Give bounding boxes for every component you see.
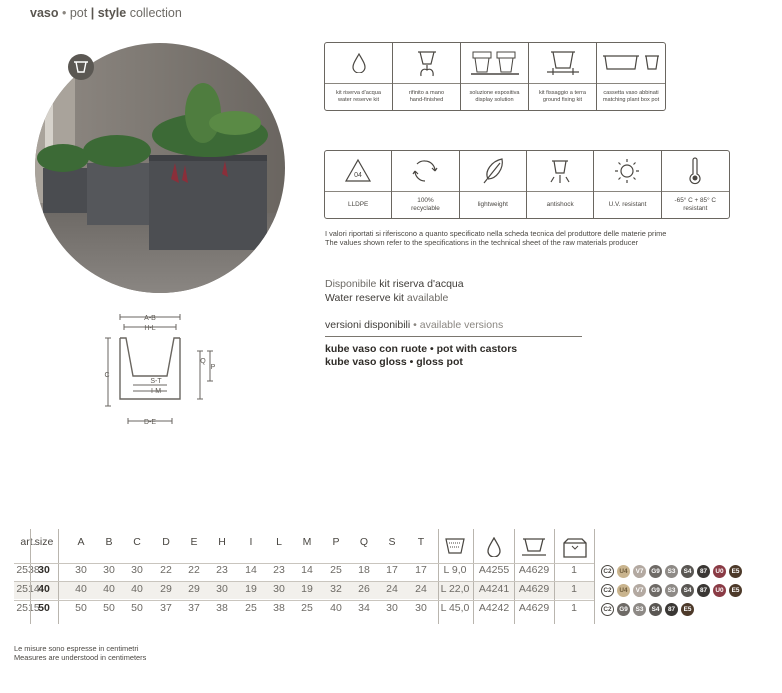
table-cell-art: 2514 — [16, 583, 40, 595]
table-cell-fixing: A4629 — [518, 564, 550, 576]
feature-antishock: antishock — [527, 151, 594, 218]
row-divider — [14, 563, 594, 564]
dim-label-p: P — [210, 364, 216, 371]
table-header-H: H — [218, 536, 226, 548]
color-swatch-C2: C2 — [601, 584, 614, 597]
column-divider — [58, 529, 59, 624]
color-swatch-E5: E5 — [681, 603, 694, 616]
table-cell-dim: 50 — [131, 602, 143, 614]
recycle-arrows-icon — [411, 157, 439, 185]
table-header-C: C — [133, 536, 141, 548]
color-swatch-C2: C2 — [601, 603, 614, 616]
dim-label-q: Q — [200, 358, 206, 365]
ground-fixing-icon — [520, 537, 548, 557]
table-cell-dim: 14 — [301, 564, 313, 576]
plant-box-icon — [601, 51, 661, 75]
table-cell-size: 40 — [38, 583, 50, 595]
feature-plant-box: cassetta vaso abbinati matching plant box pot — [597, 43, 665, 110]
color-swatch-G9: G9 — [649, 584, 662, 597]
table-cell-dim: 30 — [386, 602, 398, 614]
product-photo — [35, 43, 285, 293]
color-swatch-S4: S4 — [681, 584, 694, 597]
feature-uv: U.V. resistant — [594, 151, 661, 218]
color-swatch-E5: E5 — [729, 565, 742, 578]
footer-en: Measures are understood in centimeters — [14, 653, 147, 662]
table-cell-dim: 14 — [245, 564, 257, 576]
table-cell-dim: 40 — [131, 583, 143, 595]
table-cell-dim: 38 — [273, 602, 285, 614]
table-cell-dim: 40 — [75, 583, 87, 595]
color-swatch-C2: C2 — [601, 565, 614, 578]
feature-recyclable: 100% recyclable — [392, 151, 459, 218]
footer-it: Le misure sono espresse in centimetri — [14, 644, 139, 653]
availability-en: Water reserve kit available — [325, 292, 449, 304]
table-header-M: M — [302, 536, 312, 548]
color-swatch-87: 87 — [697, 584, 710, 597]
table-cell-dim: 37 — [160, 602, 172, 614]
table-cell-volume: L 9,0 — [443, 564, 467, 576]
table-header-S: S — [388, 536, 396, 548]
color-swatch-G9: G9 — [617, 603, 630, 616]
table-cell-dim: 32 — [330, 583, 342, 595]
table-cell-dim: 24 — [386, 583, 398, 595]
feature-ground-fixing: kit fissaggio a terra ground fixing kit — [529, 43, 597, 110]
recycle-ldpe-icon — [343, 157, 373, 185]
color-swatch-S3: S3 — [665, 584, 678, 597]
column-divider — [438, 529, 439, 624]
column-divider — [473, 529, 474, 624]
pot-badge-icon — [68, 54, 94, 80]
color-swatch-U0: U0 — [713, 565, 726, 578]
table-cell-dim: 26 — [358, 583, 370, 595]
table-cell-qty: 1 — [571, 564, 577, 576]
versions-title: versioni disponibili • available versions — [325, 319, 504, 331]
color-swatch-87: 87 — [697, 565, 710, 578]
feather-icon — [480, 157, 506, 185]
row-divider — [14, 600, 594, 601]
table-cell-dim: 30 — [273, 583, 285, 595]
table-header-size: size — [34, 536, 54, 548]
package-icon — [561, 537, 589, 559]
color-swatch-U4: U4 — [617, 584, 630, 597]
table-header-B: B — [105, 536, 113, 548]
sun-icon — [613, 157, 641, 185]
antishock-icon — [546, 157, 574, 185]
table-cell-dim: 18 — [358, 564, 370, 576]
table-cell-dim: 25 — [245, 602, 257, 614]
water-drop-icon — [352, 53, 366, 73]
dim-label-de: D-E — [143, 419, 157, 426]
table-cell-dim: 38 — [216, 602, 228, 614]
table-cell-dim: 23 — [216, 564, 228, 576]
table-cell-dim: 17 — [386, 564, 398, 576]
color-swatch-S4: S4 — [649, 603, 662, 616]
hand-finished-icon — [412, 48, 442, 78]
note-en: The values shown refer to the specifications in the technical sheet of the raw materials producer — [325, 238, 639, 247]
table-header-A: A — [77, 536, 85, 548]
color-swatch-S4: S4 — [681, 565, 694, 578]
table-cell-dim: 30 — [131, 564, 143, 576]
display-solution-icon — [470, 48, 520, 78]
table-header-I: I — [249, 536, 253, 548]
table-cell-dim: 22 — [188, 564, 200, 576]
table-cell-dim: 30 — [415, 602, 427, 614]
dim-label-st: S-T — [150, 378, 162, 385]
row-divider — [14, 581, 594, 582]
color-swatch-G9: G9 — [649, 565, 662, 578]
column-divider — [594, 529, 595, 624]
color-swatch-U0: U0 — [713, 584, 726, 597]
table-cell-dim: 50 — [103, 602, 115, 614]
table-cell-dim: 25 — [301, 602, 313, 614]
table-cell-dim: 22 — [160, 564, 172, 576]
table-cell-dim: 34 — [358, 602, 370, 614]
table-cell-dim: 29 — [160, 583, 172, 595]
feature-display-solution: soluzione espositiva display solution — [461, 43, 529, 110]
svg-text:04: 04 — [354, 172, 363, 179]
table-header-D: D — [162, 536, 170, 548]
color-swatch-S3: S3 — [665, 565, 678, 578]
color-swatch-S3: S3 — [633, 603, 646, 616]
table-cell-fixing: A4629 — [518, 602, 550, 614]
table-cell-fixing: A4629 — [518, 583, 550, 595]
material-features — [324, 150, 730, 219]
table-cell-art: 2515 — [16, 602, 40, 614]
dimension-diagram — [100, 311, 220, 426]
column-divider — [554, 529, 555, 624]
table-cell-qty: 1 — [571, 583, 577, 595]
divider — [325, 336, 582, 337]
table-cell-volume: L 22,0 — [440, 583, 470, 595]
table-header-P: P — [332, 536, 340, 548]
table-cell-dim: 40 — [103, 583, 115, 595]
table-cell-kit: A4242 — [478, 602, 510, 614]
table-cell-size: 50 — [38, 602, 50, 614]
table-cell-dim: 37 — [188, 602, 200, 614]
feature-water-reserve: kit riserva d'acqua water reserve kit — [325, 43, 393, 110]
table-cell-size: 30 — [38, 564, 50, 576]
table-cell-dim: 30 — [75, 564, 87, 576]
table-cell-dim: 30 — [103, 564, 115, 576]
thermometer-icon — [687, 157, 703, 185]
feature-temperature: -65° C + 85° C resistant — [662, 151, 729, 218]
table-cell-kit: A4255 — [478, 564, 510, 576]
table-cell-dim: 25 — [330, 564, 342, 576]
column-divider — [30, 529, 31, 624]
table-cell-dim: 19 — [301, 583, 313, 595]
availability-it: Disponibile kit riserva d'acqua — [325, 278, 464, 290]
feature-lldpe: 04 LLDPE — [325, 151, 392, 218]
table-cell-art: 2538 — [16, 564, 40, 576]
dim-label-im: I-M — [150, 388, 162, 395]
page-title: vaso • pot | style collection — [30, 6, 182, 20]
pot-volume-icon — [441, 537, 469, 555]
color-swatch-U4: U4 — [617, 565, 630, 578]
table-cell-dim: 23 — [273, 564, 285, 576]
table-cell-dim: 50 — [75, 602, 87, 614]
table-cell-dim: 29 — [188, 583, 200, 595]
color-swatch-V7: V7 — [633, 584, 646, 597]
table-header-T: T — [417, 536, 425, 548]
kit-features — [324, 42, 666, 111]
table-header-art: art. — [20, 536, 36, 548]
table-cell-dim: 40 — [330, 602, 342, 614]
table-cell-dim: 19 — [245, 583, 257, 595]
dim-label-c: C — [104, 372, 110, 379]
column-divider — [514, 529, 515, 624]
table-cell-dim: 17 — [415, 564, 427, 576]
dim-label-ab: A-B — [144, 315, 156, 322]
table-cell-volume: L 45,0 — [440, 602, 470, 614]
water-drop-icon — [480, 537, 508, 557]
color-swatch-V7: V7 — [633, 565, 646, 578]
note-it: I valori riportati si riferiscono a quanto specificato nella scheda tecnica del produttore delle materie prime — [325, 229, 667, 238]
version-item: kube vaso gloss • gloss pot — [325, 356, 463, 368]
table-header-Q: Q — [359, 536, 369, 548]
table-cell-kit: A4241 — [478, 583, 510, 595]
table-cell-dim: 30 — [216, 583, 228, 595]
feature-hand-finished: rifinito a mano hand-finished — [393, 43, 461, 110]
table-header-E: E — [190, 536, 198, 548]
version-item: kube vaso con ruote • pot with castors — [325, 343, 518, 355]
color-swatch-E5: E5 — [729, 584, 742, 597]
table-header-L: L — [276, 536, 282, 548]
table-cell-dim: 24 — [415, 583, 427, 595]
ground-fixing-icon — [543, 48, 583, 78]
table-cell-qty: 1 — [571, 602, 577, 614]
color-swatch-87: 87 — [665, 603, 678, 616]
dim-label-hl: H-L — [144, 325, 156, 332]
feature-lightweight: lightweight — [460, 151, 527, 218]
